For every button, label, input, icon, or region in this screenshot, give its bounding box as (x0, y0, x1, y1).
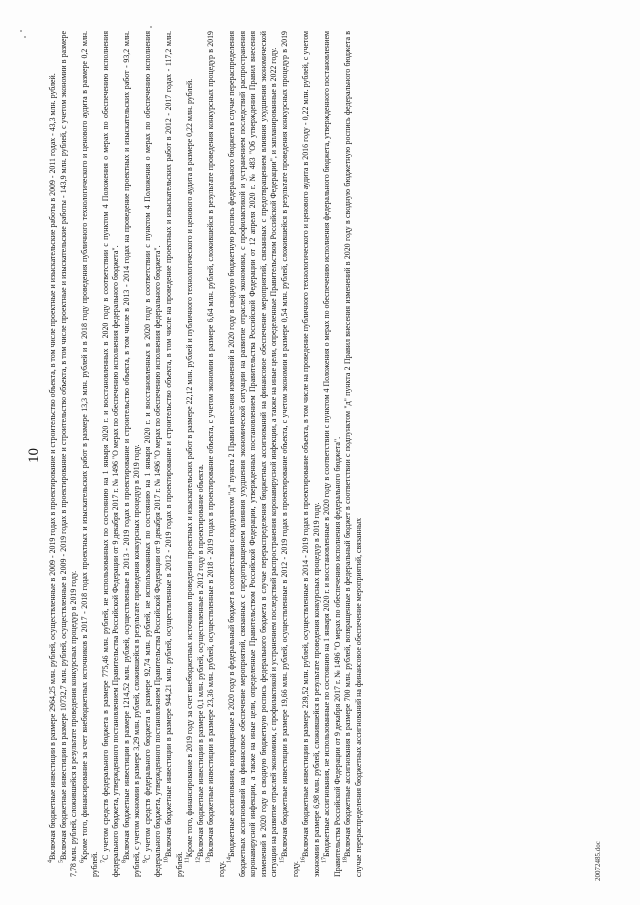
footnote: $^8$Включая бюджетные инвестиции в размере 1214,52 млн. рублей, осуществленные в 2013 - 2019 годах в проектирование и строительство объекта, в том числе в 2013 - 2014 годах на проведение проектных и изыскательских работ - 93,2 млн. рублей, с учетом экономии в размере 3,29 млн. рублей, сложившейся в результате проведения конкурсных процедур в 2019 году. (121, 31, 142, 877)
footnote: $^{12}$Включая бюджетные инвестиции в размере 0,1 млн. рублей, осуществленные в 2012 году в проектирование объекта. (195, 464, 205, 863)
footnote: $^{14}$Бюджетные ассигнования, возвращенные в 2020 году в федеральный бюджет в соответствии с подпунктом "д" пункта 2 Правил внесения изменений в 2020 году в сводную бюджетную роспись федерального бюджета в случае перераспределения бюджетных ассигнований на финансовое обеспечение мероприятий, связанных с предотвращением влияния ухудшения экономической ситуации на развитие отраслей экономики, с профилактикой и устранением последствий распространения коронавирусной инфекции, а также на иные цели, определенные Правительством Российской Федерации, утвержденных постановлением Правительства Российской Федерации от 12 апреля 2020 г. № 483 "Об утверждении Правил внесения изменений в 2020 году в сводную бюджетную роспись федерального бюджета в случае перераспределения бюджетных ассигнований на финансовое обеспечение мероприятий, связанных с предотвращением влияния ухудшения экономической ситуации на развитие отраслей экономики, с профилактикой и устранением последствий распространения коронавирусной инфекции, а также на иные цели, определенные Правительством Российской Федерации", и запланированные в 2022 году. (226, 31, 279, 877)
footnote: $^{15}$Включая бюджетные инвестиции в размере 19,66 млн. рублей, осуществленные в 2012 - 2019 годах в проектирование объекта, с учетом экономии в размере 0,54 млн. рублей, сложившейся в результате проведения конкурсных процедур в 2019 году. (279, 31, 300, 877)
footnote: $^4$Включая бюджетные инвестиции в размере 2964,25 млн. рублей, осуществленные в 2009 - 2019 годах в проектирование и строительство объекта, в том числе проектные и изыскательские работы в 2009 - 2011 годах - 43,3 млн. рублей. (47, 73, 57, 863)
footnotes (48, 31, 364, 877)
footnote: $^{16}$Включая бюджетные инвестиции в размере 239,52 млн. рублей, осуществленные в 2014 - 2019 годах в проектирование объекта, в том числе на проведение публичного технологического и ценового аудита в 2016 году - 0,22 млн. рублей, с учетом экономии в размере 6,98 млн. рублей, сложившейся в результате проведения конкурсных процедур в 2019 году. (300, 31, 321, 877)
footnote: $^9$С учетом средств федерального бюджета в размере 92,74 млн. рублей, не использованных по состоянию на 1 января 2020 г. и восстановленных в 2020 году в соответствии с пунктом 4 Положения о мерах по обеспечению исполнения федерального бюджета, утвержденного постановлением Правительства Российской Федерации от 9 декабря 2017 г. № 1496 "О мерах по обеспечению исполнения федерального бюджета". (142, 31, 163, 877)
footnote: $^{10}$Включая бюджетные инвестиции в размере 944,21 млн. рублей, осуществленные в 2012 - 2019 годах в проектирование и строительство объекта, в том числе на проведение проектных и изыскательских работ в 2012 - 2017 годах - 117,2 млн. рублей. (163, 31, 184, 877)
footnote: $^{11}$Кроме того, финансирование в 2019 году за счет внебюджетных источников проведения проектных и изыскательских работ в размере 22,12 млн. рублей и публичного технологического и ценового аудита в размере 0,22 млн. рублей. (184, 78, 195, 863)
footnote: $^{17}$Бюджетные ассигнования, не использованные по состоянию на 1 января 2020 г. и восстановленные в 2020 году в соответствии с пунктом 4 Положения о мерах по обеспечению исполнения федерального бюджета, утвержденного постановлением Правительства Российской Федерации от 9 декабря 2017 г. № 1496 "О мерах по обеспечению исполнения федерального бюджета". (321, 31, 342, 877)
document-id: 20072485.doc (594, 841, 602, 881)
footnote: $^5$Включая бюджетные инвестиции в размере 10732,7 млн. рублей, осуществленные в 2009 - 2019 годах в проектирование и строительство объекта, в том числе проектные и изыскательские работы - 143,9 млн. рублей, с учетом экономии в размере 7,78 млн. рублей, сложившейся в результате проведения конкурсных процедур в 2019 году. (57, 31, 79, 877)
footnote: $^6$Кроме того, финансирование за счет внебюджетных источников в 2017 - 2018 годах проектных и изыскательских работ в размере 13,3 млн. рублей и в 2018 году проведения публичного технологического и ценового аудита в размере 0,2 млн. рублей. (79, 31, 100, 877)
footnote: $^7$С учетом средств федерального бюджета в размере 775,46 млн. рублей, не использованных по состоянию на 1 января 2020 г. и восстановленных в 2020 году в соответствии с пунктом 4 Положения о мерах по обеспечению исполнения федерального бюджета, утвержденного постановлением Правительства Российской Федерации от 9 декабря 2017 г. № 1496 "О мерах по обеспечению исполнения федерального бюджета". (100, 31, 121, 877)
footnote: $^{18}$Включая бюджетные ассигнования в размере 700 млн. рублей, возвращенные в федеральный бюджет в соответствии с подпунктом "д" пункта 2 Правил внесения изменений в 2020 году в сводную бюджетную роспись федерального бюджета в случае перераспределения бюджетных ассигнований на финансовое обеспечение мероприятий, связанных (342, 31, 363, 877)
footnote: $^{13}$Включая бюджетные инвестиции в размере 23,36 млн. рублей, осуществленные в 2018 - 2019 годах в проектирование объекта, с учетом экономии в размере 6,64 млн. рублей, сложившейся в результате проведения конкурсных процедур в 2019 году. (205, 31, 226, 877)
page-number: 10 (26, 448, 42, 463)
rotated-content (22, 28, 607, 883)
